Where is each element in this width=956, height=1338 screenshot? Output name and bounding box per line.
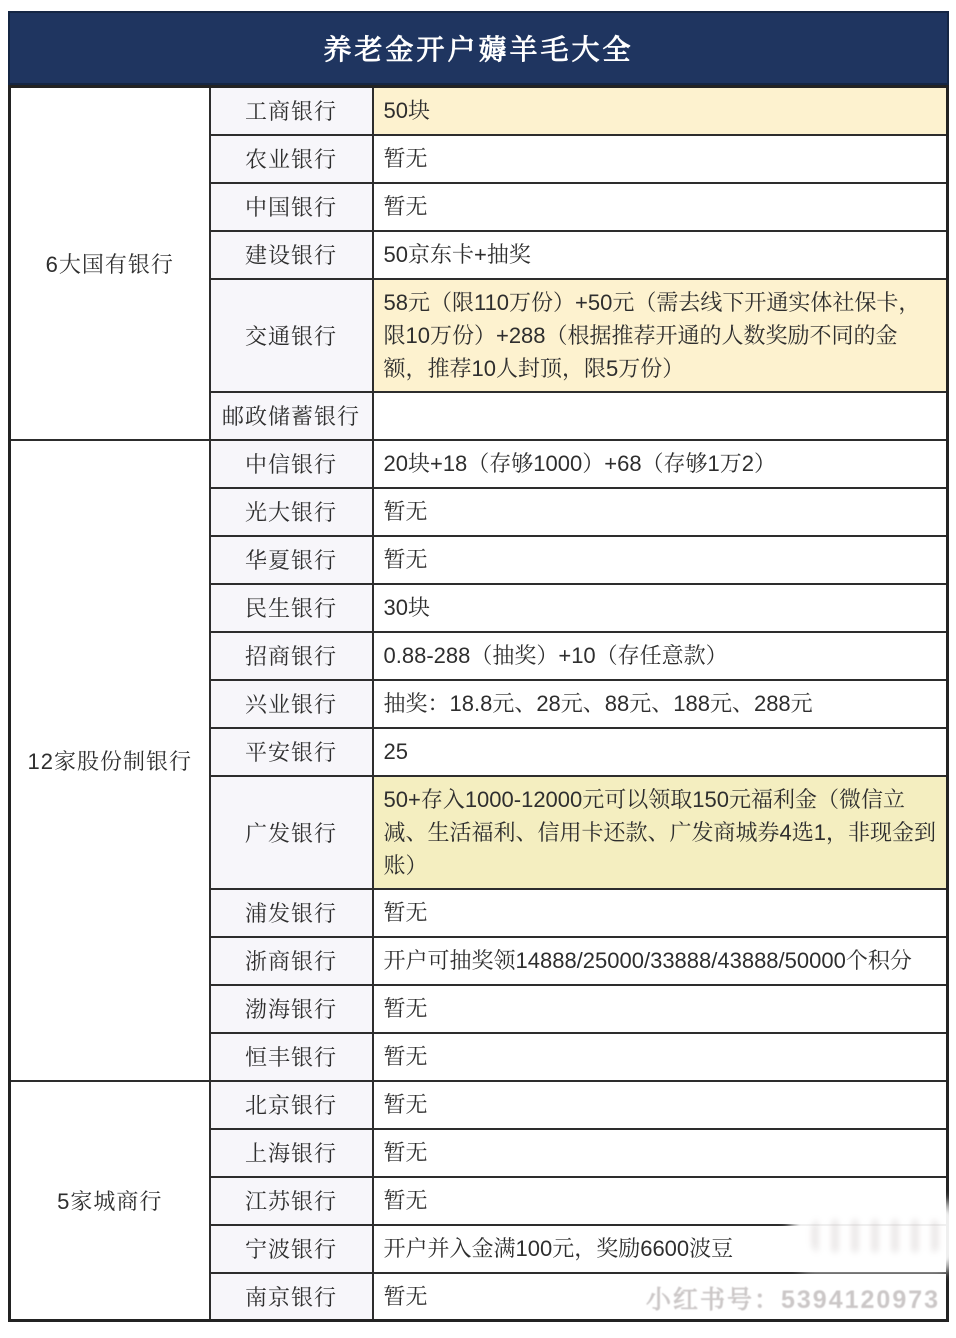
benefit-cell: 暂无 xyxy=(373,1177,948,1225)
benefit-cell: 0.88-288（抽奖）+10（存任意款） xyxy=(373,632,948,680)
bank-name-cell: 北京银行 xyxy=(210,1081,373,1129)
bank-name-cell: 平安银行 xyxy=(210,728,373,776)
benefit-cell: 开户可抽奖领14888/25000/33888/43888/50000个积分 xyxy=(373,937,948,985)
category-cell: 12家股份制银行 xyxy=(10,440,210,1081)
bank-name-cell: 光大银行 xyxy=(210,488,373,536)
benefit-cell: 暂无 xyxy=(373,536,948,584)
benefit-cell: 暂无 xyxy=(373,985,948,1033)
bank-name-cell: 浦发银行 xyxy=(210,889,373,937)
bank-name-cell: 中信银行 xyxy=(210,440,373,488)
bank-name-cell: 恒丰银行 xyxy=(210,1033,373,1081)
xiaohongshu-account-watermark: 小红书号：5394120973 xyxy=(646,1286,941,1314)
bank-name-cell: 交通银行 xyxy=(210,279,373,392)
bank-name-cell: 建设银行 xyxy=(210,231,373,279)
bank-name-cell: 宁波银行 xyxy=(210,1225,373,1273)
xiaohongshu-logo-watermark xyxy=(798,1208,954,1264)
category-cell: 6大国有银行 xyxy=(10,87,210,440)
benefit-cell: 30块 xyxy=(373,584,948,632)
benefit-cell: 暂无 xyxy=(373,889,948,937)
benefit-cell: 50京东卡+抽奖 xyxy=(373,231,948,279)
benefit-cell: 暂无 xyxy=(373,1081,948,1129)
benefit-cell: 暂无 xyxy=(373,488,948,536)
page-title: 养老金开户薅羊毛大全 xyxy=(8,11,949,85)
benefit-cell xyxy=(373,392,948,440)
benefit-cell: 50+存入1000-12000元可以领取150元福利金（微信立减、生活福利、信用卡还款、广发商城券4选1，非现金到账） xyxy=(373,776,948,889)
bank-name-cell: 中国银行 xyxy=(210,183,373,231)
benefits-table xyxy=(8,85,949,1322)
benefit-cell: 暂无 xyxy=(373,183,948,231)
benefit-cell: 暂无 xyxy=(373,135,948,183)
benefit-cell: 58元（限110万份）+50元（需去线下开通实体社保卡，限10万份）+288（根据推荐开通的人数奖励不同的金额，推荐10人封顶，限5万份） xyxy=(373,279,948,392)
bank-name-cell: 上海银行 xyxy=(210,1129,373,1177)
benefits-sheet xyxy=(8,11,949,1322)
bank-name-cell: 邮政储蓄银行 xyxy=(210,392,373,440)
bank-name-cell: 民生银行 xyxy=(210,584,373,632)
benefit-cell: 暂无 xyxy=(373,1033,948,1081)
bank-name-cell: 兴业银行 xyxy=(210,680,373,728)
benefit-cell: 25 xyxy=(373,728,948,776)
bank-name-cell: 工商银行 xyxy=(210,87,373,135)
bank-name-cell: 浙商银行 xyxy=(210,937,373,985)
table-body xyxy=(10,87,948,1321)
category-cell: 5家城商行 xyxy=(10,1081,210,1321)
bank-name-cell: 渤海银行 xyxy=(210,985,373,1033)
benefit-cell: 抽奖：18.8元、28元、88元、188元、288元 xyxy=(373,680,948,728)
bank-name-cell: 南京银行 xyxy=(210,1273,373,1321)
table-row xyxy=(10,1081,948,1129)
table-row xyxy=(10,87,948,135)
benefit-cell: 暂无 xyxy=(373,1129,948,1177)
table-row xyxy=(10,440,948,488)
benefit-cell: 20块+18（存够1000）+68（存够1万2） xyxy=(373,440,948,488)
benefit-cell: 开户并入金满100元，奖励6600波豆 xyxy=(373,1225,948,1273)
bank-name-cell: 江苏银行 xyxy=(210,1177,373,1225)
bank-name-cell: 广发银行 xyxy=(210,776,373,889)
logo-smudge xyxy=(812,1220,940,1252)
bank-name-cell: 华夏银行 xyxy=(210,536,373,584)
bank-name-cell: 农业银行 xyxy=(210,135,373,183)
benefit-cell: 暂无 xyxy=(373,1273,948,1321)
bank-name-cell: 招商银行 xyxy=(210,632,373,680)
benefit-cell: 50块 xyxy=(373,87,948,135)
